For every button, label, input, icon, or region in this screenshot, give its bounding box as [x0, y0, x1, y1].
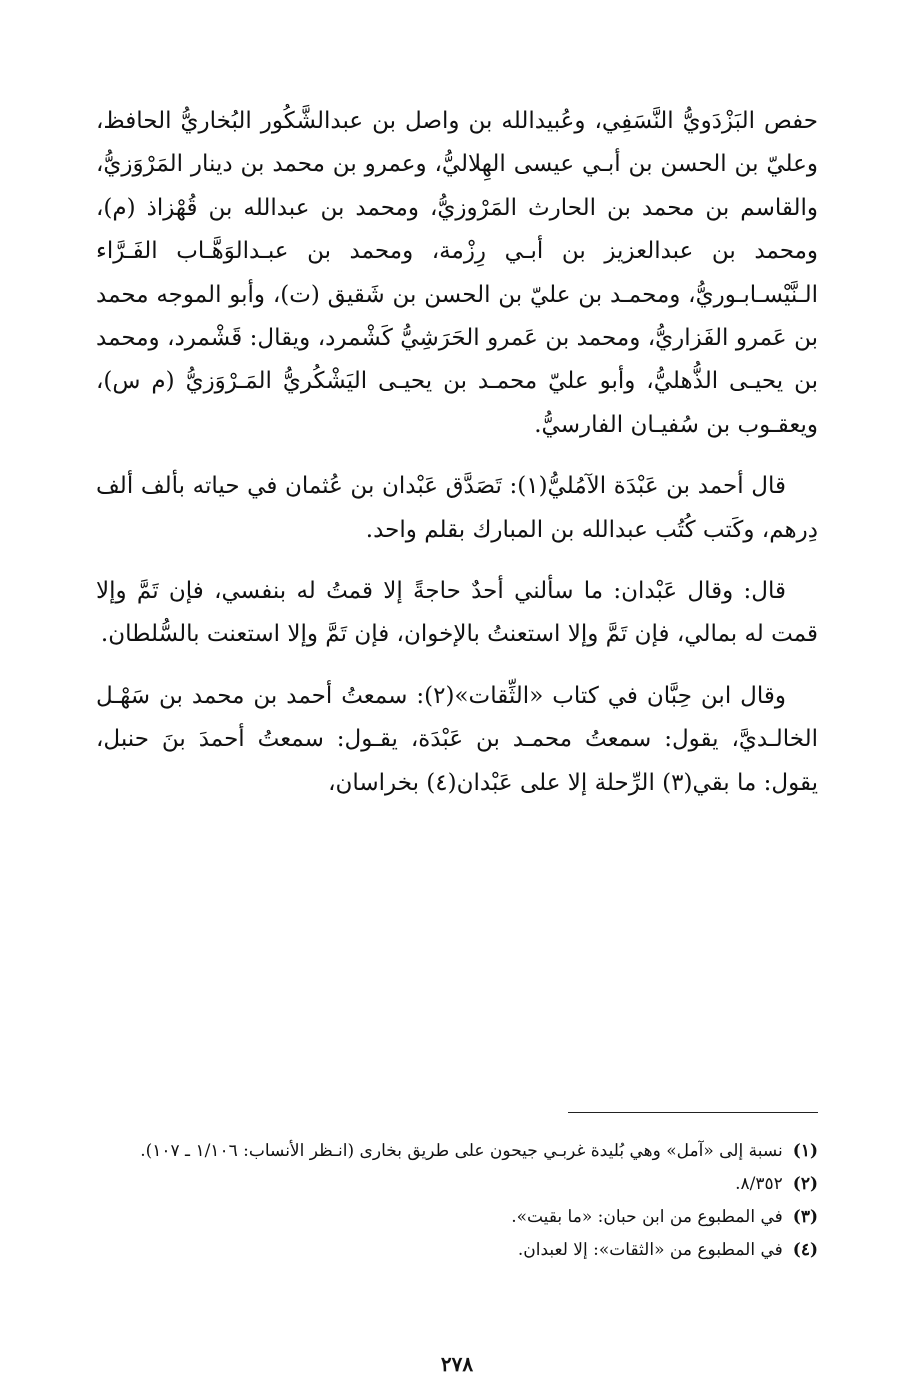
footnote-item — [96, 1204, 818, 1231]
footnote-text: ٨/٣٥٢. — [735, 1174, 783, 1194]
footnotes-list — [96, 1138, 818, 1270]
footnote-text: نسبة إلى «آمل» وهي بُليدة غربـي جيحون على طريق بخارى (انـظر الأنساب: ١/١٠٦ ـ ١٠٧). — [140, 1141, 783, 1161]
footnote-text: في المطبوع من ابن حبان: «ما بقيت». — [511, 1207, 783, 1227]
paragraph-ibn-hibban: وقال ابن حِبَّان في كتاب «الثِّقات»(٢): سمعتُ أحمد بن محمد بن سَهْـل الخالـديَّ، يقول: سمعتُ محمـد بن عَبْدَة، يقـول: سمعتُ أحمدَ بنَ حنبل، يقول: ما بقي(٣) الرِّحلة إلا على عَبْدان(٤) بخراسان، — [96, 682, 818, 796]
footnote-item — [96, 1171, 818, 1198]
page-number: ٢٧٨ — [440, 1352, 474, 1376]
footnote-item — [96, 1237, 818, 1264]
footnote-number: (٤) — [792, 1240, 818, 1260]
footnote-divider — [568, 1112, 818, 1113]
paragraph-abdan-saying: قال: وقال عَبْدان: ما سألني أحدٌ حاجةً إلا قمتُ له بنفسي، فإن تَمَّ وإلا قمت له بمالي، فإن تَمَّ وإلا استعنتُ بالإخوان، فإن تَمَّ وإلا استعنت بالسُّلطان. — [96, 578, 818, 648]
footnote-number: (١) — [792, 1141, 818, 1161]
footnote-text: في المطبوع من «الثقات»: إلا لعبدان. — [517, 1240, 783, 1260]
footnote-number: (٢) — [792, 1174, 818, 1194]
book-page — [96, 100, 818, 1376]
main-text — [96, 100, 818, 805]
paragraph-charity: قال أحمد بن عَبْدَة الآمُليُّ(١): تَصَدَّق عَبْدان بن عُثمان في حياته بألف ألف دِرهم، وكَتب كُتُب عبدالله بن المبارك بقلم واحد. — [96, 473, 818, 543]
footnote-item — [96, 1138, 818, 1165]
paragraph-narrators: حفص البَزْدَويُّ النَّسَفِي، وعُبيدالله بن واصل بن عبدالشَّكُور البُخاريُّ الحافظ، وعليّ بن الحسن بن أبـي عيسى الهِلاليُّ، وعمرو بن محمد بن دينار المَرْوَزيُّ، والقاسم بن محمد بن الحارث المَرْوزيُّ، ومحمد بن عبدالله بن قُهْزاذ (م)، ومحمد بن عبدالعزيز بن أبـي رِزْمة، ومحمد بن عبـدالوَهَّـاب الفَـرَّاء الـنَّيْسـابـوريُّ، ومحمـد بن عليّ بن الحسن بن شَقيق (ت)، وأبو الموجه محمد بن عَمرو الفَزاريُّ، ومحمد بن عَمرو الحَرَشِيُّ كَشْمرد، ويقال: قَشْمرد، ومحمد بن يحيـى الذُّهليُّ، وأبو عليّ محمـد بن يحيـى اليَشْكُريُّ المَـرْوَزيُّ (م س)، ويعقـوب بن سُفيـان الفارسيُّ. — [96, 108, 818, 438]
footnote-number: (٣) — [792, 1207, 818, 1227]
